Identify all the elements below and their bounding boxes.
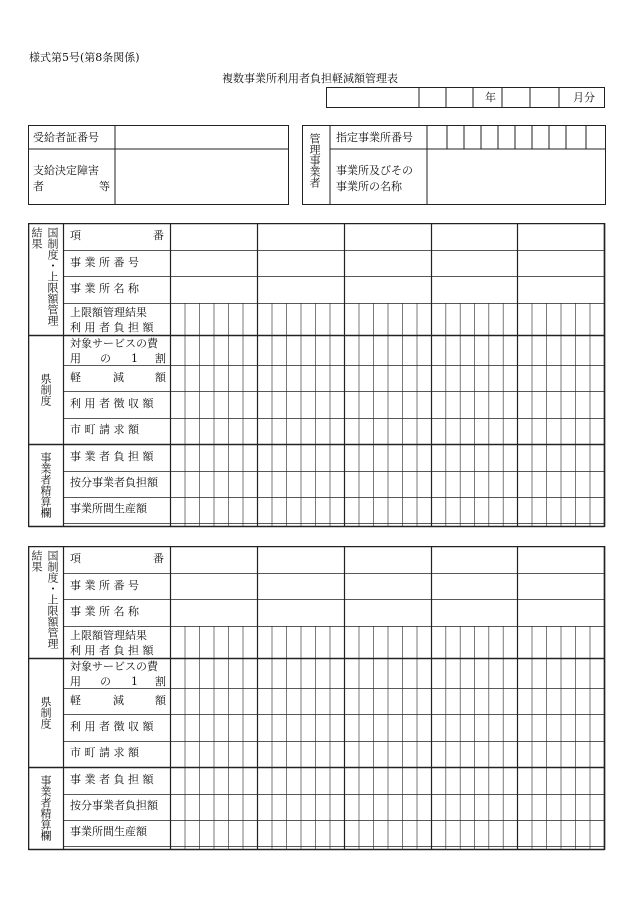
data-cell[interactable] (518, 366, 603, 390)
data-cell[interactable] (171, 304, 256, 334)
row-cap-result-1: 上限額管理結果 (70, 629, 147, 642)
data-cell[interactable] (171, 277, 256, 302)
data-cell[interactable] (345, 336, 430, 364)
row-office-name: 事 業 所 名 称 (70, 605, 139, 618)
row-reduction-a: 軽 (70, 694, 81, 707)
row-service-cost-2a: 用 (70, 352, 81, 365)
data-cell[interactable] (518, 336, 603, 364)
data-cell[interactable] (258, 498, 343, 522)
data-cell[interactable] (258, 795, 343, 819)
data-cell[interactable] (345, 689, 430, 713)
year-input[interactable] (420, 88, 472, 107)
data-cell[interactable] (518, 689, 603, 713)
data-cell[interactable] (345, 392, 430, 417)
data-cell[interactable] (258, 574, 343, 598)
row-reduction-b: 減 (113, 694, 124, 707)
data-cell[interactable] (432, 336, 516, 364)
data-cell[interactable] (518, 768, 603, 793)
row-cap-result-2: 利 用 者 負 担 額 (70, 644, 154, 657)
data-cell[interactable] (345, 715, 430, 740)
data-cell[interactable] (345, 574, 430, 598)
cert-number-label: 受給者証番号 (33, 131, 99, 144)
office-name-field[interactable] (429, 151, 602, 201)
row-operator-burden: 事 業 者 負 担 額 (70, 450, 154, 463)
row-office-name: 事 業 所 名 称 (70, 282, 139, 295)
data-cell[interactable] (345, 419, 430, 443)
data-cell[interactable] (171, 821, 256, 845)
row-service-cost-2d: 割 (155, 352, 166, 365)
data-cell[interactable] (345, 498, 430, 522)
data-cell[interactable] (432, 821, 516, 845)
prefecture-system-label: 県制度 (39, 373, 52, 406)
data-cell[interactable] (171, 627, 256, 657)
data-cell[interactable] (171, 795, 256, 819)
data-cell[interactable] (258, 547, 343, 572)
data-cell[interactable] (258, 768, 343, 793)
data-cell[interactable] (258, 224, 343, 249)
data-cell[interactable] (518, 821, 603, 845)
data-cell[interactable] (258, 600, 343, 625)
data-cell[interactable] (518, 659, 603, 687)
data-cell[interactable] (171, 768, 256, 793)
data-cell[interactable] (258, 336, 343, 364)
row-user-collect: 利 用 者 徴 収 額 (70, 397, 154, 410)
row-city-claim: 市 町 請 求 額 (70, 423, 139, 436)
data-cell[interactable] (258, 742, 343, 766)
data-cell[interactable] (345, 547, 430, 572)
cert-number-field[interactable] (117, 127, 285, 148)
data-cell[interactable] (345, 472, 430, 496)
row-user-collect: 利 用 者 徴 収 額 (70, 720, 154, 733)
data-cell[interactable] (258, 821, 343, 845)
data-cell[interactable] (171, 336, 256, 364)
data-cell[interactable] (518, 224, 603, 249)
decision-label-2b: 等 (99, 180, 110, 193)
data-cell[interactable] (518, 277, 603, 302)
row-proportional-burden: 按分事業者負担額 (70, 799, 158, 812)
data-cell[interactable] (432, 659, 516, 687)
data-cell[interactable] (432, 768, 516, 793)
data-cell[interactable] (432, 574, 516, 598)
row-reduction-c: 額 (155, 371, 166, 384)
data-cell[interactable] (518, 419, 603, 443)
data-cell[interactable] (518, 547, 603, 572)
manager-vertical-label: 管理事業者 (308, 133, 321, 188)
data-cell[interactable] (171, 224, 256, 249)
data-cell[interactable] (518, 392, 603, 417)
national-system-label: 国制度・上限額管理 (46, 227, 59, 326)
year-label: 年 (485, 91, 496, 104)
data-cell[interactable] (432, 627, 516, 657)
row-item-no-a: 項 (70, 552, 81, 565)
row-service-cost-2b: の (100, 675, 111, 688)
data-cell[interactable] (518, 445, 603, 470)
data-cell[interactable] (171, 742, 256, 766)
month-input[interactable] (503, 88, 560, 107)
form-number: 様式第5号(第8条関係) (29, 51, 140, 64)
row-service-cost-2d: 割 (155, 675, 166, 688)
office-name-label-2: 事業所の名称 (336, 180, 402, 193)
data-cell[interactable] (345, 795, 430, 819)
data-cell[interactable] (432, 498, 516, 522)
data-cell[interactable] (258, 472, 343, 496)
row-service-cost-2c: 1 (131, 352, 138, 365)
data-cell[interactable] (171, 547, 256, 572)
row-office-no: 事 業 所 番 号 (70, 579, 139, 592)
decision-holder-field[interactable] (117, 151, 285, 201)
data-cell[interactable] (345, 366, 430, 390)
data-cell[interactable] (518, 627, 603, 657)
data-cell[interactable] (171, 392, 256, 417)
row-reduction-c: 額 (155, 694, 166, 707)
row-item-no-a: 項 (70, 229, 81, 242)
data-cell[interactable] (258, 419, 343, 443)
data-cell[interactable] (258, 689, 343, 713)
row-service-cost-2c: 1 (131, 675, 138, 688)
prefecture-system-label: 県制度 (39, 696, 52, 729)
data-cell[interactable] (171, 472, 256, 496)
row-service-cost-1: 対象サービスの費 (70, 660, 158, 673)
office-name-label-1: 事業所及びその (336, 164, 413, 177)
data-cell[interactable] (258, 445, 343, 470)
data-cell[interactable] (432, 251, 516, 275)
data-cell[interactable] (258, 304, 343, 334)
result-label: 結果 (30, 550, 43, 572)
decision-label: 支給決定障害 (33, 164, 99, 177)
data-cell[interactable] (432, 742, 516, 766)
office-number-label: 指定事業所番号 (336, 131, 413, 144)
row-reduction-a: 軽 (70, 371, 81, 384)
data-cell[interactable] (345, 445, 430, 470)
row-item-no-b: 番 (153, 552, 164, 565)
data-cell[interactable] (432, 366, 516, 390)
data-cell[interactable] (518, 498, 603, 522)
data-cell[interactable] (432, 392, 516, 417)
row-service-cost-1: 対象サービスの費 (70, 337, 158, 350)
data-cell[interactable] (345, 627, 430, 657)
data-cell[interactable] (258, 392, 343, 417)
data-cell[interactable] (345, 600, 430, 625)
row-service-cost-2a: 用 (70, 675, 81, 688)
data-cell[interactable] (518, 574, 603, 598)
row-service-cost-2b: の (100, 352, 111, 365)
data-cell[interactable] (258, 627, 343, 657)
data-cell[interactable] (171, 445, 256, 470)
data-cell[interactable] (258, 277, 343, 302)
row-office-production: 事業所間生産額 (70, 825, 147, 838)
data-cell[interactable] (345, 821, 430, 845)
row-office-production: 事業所間生産額 (70, 502, 147, 515)
decision-label-2a: 者 (33, 180, 44, 193)
data-cell[interactable] (518, 742, 603, 766)
data-cell[interactable] (432, 715, 516, 740)
row-operator-burden: 事 業 者 負 担 額 (70, 773, 154, 786)
data-cell[interactable] (258, 715, 343, 740)
page-title: 複数事業所利用者負担軽減額管理表 (222, 72, 398, 85)
month-label: 月分 (573, 91, 595, 104)
national-system-label: 国制度・上限額管理 (46, 550, 59, 649)
data-cell[interactable] (518, 795, 603, 819)
data-cell[interactable] (171, 366, 256, 390)
row-cap-result-1: 上限額管理結果 (70, 306, 147, 319)
data-cell[interactable] (171, 498, 256, 522)
data-cell[interactable] (518, 472, 603, 496)
data-cell[interactable] (432, 224, 516, 249)
row-city-claim: 市 町 請 求 額 (70, 746, 139, 759)
data-cell[interactable] (518, 600, 603, 625)
settlement-label: 事業者精算欄 (39, 775, 52, 841)
row-proportional-burden: 按分事業者負担額 (70, 476, 158, 489)
data-cell[interactable] (171, 689, 256, 713)
data-cell[interactable] (432, 547, 516, 572)
settlement-label: 事業者精算欄 (39, 452, 52, 518)
data-cell[interactable] (432, 304, 516, 334)
data-cell[interactable] (518, 304, 603, 334)
data-cell[interactable] (171, 600, 256, 625)
row-cap-result-2: 利 用 者 負 担 額 (70, 321, 154, 334)
data-cell[interactable] (258, 251, 343, 275)
data-cell[interactable] (258, 659, 343, 687)
data-cell[interactable] (432, 795, 516, 819)
data-cell[interactable] (171, 715, 256, 740)
data-cell[interactable] (432, 419, 516, 443)
data-cell[interactable] (518, 715, 603, 740)
row-item-no-b: 番 (153, 229, 164, 242)
data-cell[interactable] (345, 224, 430, 249)
data-cell[interactable] (258, 366, 343, 390)
data-cell[interactable] (345, 659, 430, 687)
row-reduction-b: 減 (113, 371, 124, 384)
data-cell[interactable] (432, 472, 516, 496)
data-cell[interactable] (345, 251, 430, 275)
data-cell[interactable] (432, 600, 516, 625)
data-cell[interactable] (171, 659, 256, 687)
data-cell[interactable] (345, 742, 430, 766)
row-office-no: 事 業 所 番 号 (70, 256, 139, 269)
data-cell[interactable] (432, 689, 516, 713)
data-cell[interactable] (432, 445, 516, 470)
data-cell[interactable] (345, 277, 430, 302)
data-cell[interactable] (432, 277, 516, 302)
data-cell[interactable] (171, 251, 256, 275)
data-cell[interactable] (345, 304, 430, 334)
data-cell[interactable] (171, 419, 256, 443)
data-cell[interactable] (518, 251, 603, 275)
result-label: 結果 (30, 227, 43, 249)
data-cell[interactable] (171, 574, 256, 598)
data-cell[interactable] (345, 768, 430, 793)
